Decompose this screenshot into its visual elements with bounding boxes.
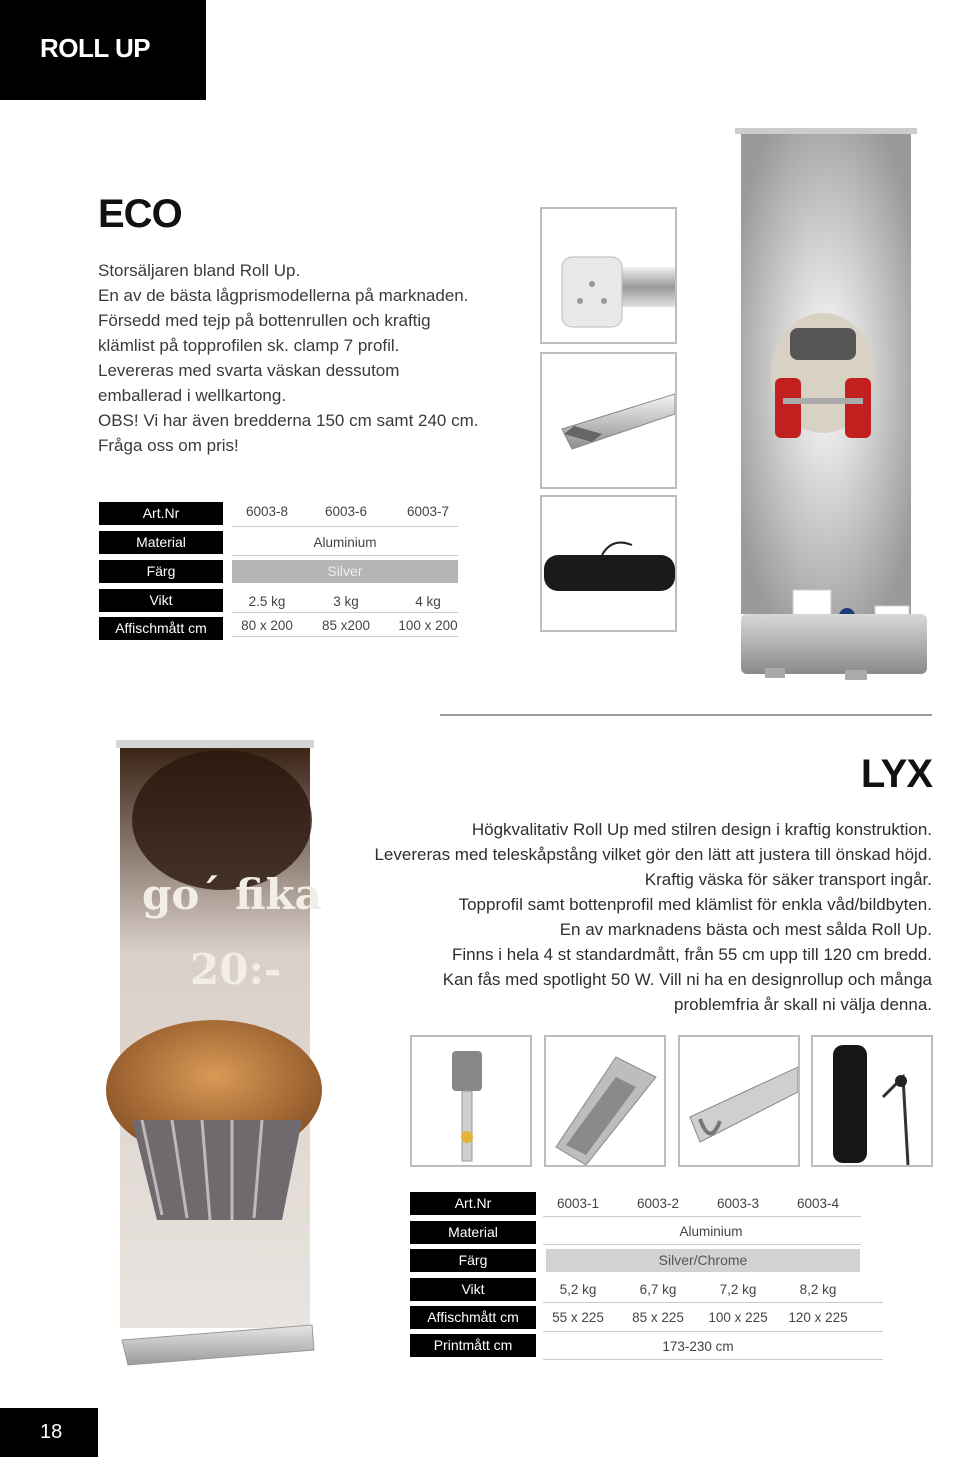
lyx-desc-line: problemfria år skall ni välja denna. (674, 995, 932, 1014)
lyx-desc-line: Högkvalitativ Roll Up med stilren design i kraftig konstruktion. (471, 820, 932, 839)
eco-affisch-cell: 85 x200 (321, 618, 371, 633)
eco-desc-line: Storsäljaren bland Roll Up. (98, 261, 301, 280)
eco-rollup-image (735, 128, 927, 688)
section-divider (440, 714, 932, 716)
eco-description (98, 258, 518, 458)
lyx-desc-line: Topprofil samt bottenprofil med klämlist för enkla våd/bildbyten. (458, 895, 932, 914)
lyx-desc-line: Kan fås med spotlight 50 W. Vill ni ha en designrollup och många (442, 970, 932, 989)
eco-vikt-cell: 3 kg (333, 594, 359, 609)
lyx-affisch-cell: 85 x 225 (632, 1310, 684, 1325)
lyx-label-material: Material (410, 1221, 536, 1244)
lyx-affisch-cell: 55 x 225 (552, 1310, 604, 1325)
lyx-label-artnr: Art.Nr (410, 1192, 536, 1215)
row-divider (543, 1331, 883, 1332)
eco-label-affisch: Affischmått cm (99, 617, 223, 640)
eco-desc-line: klämlist på topprofilen sk. clamp 7 profil. (98, 336, 400, 355)
row-divider (232, 612, 458, 613)
lyx-bottom-profile-photo (678, 1035, 800, 1167)
eco-desc-line: OBS! Vi har även bredderna 150 cm samt 240 cm. (98, 411, 479, 430)
lyx-bag-photo (811, 1035, 933, 1167)
section-title: ROLL UP (40, 33, 151, 63)
eco-vikt-cell: 4 kg (415, 594, 441, 609)
eco-title: ECO (98, 192, 182, 236)
row-divider (232, 526, 458, 527)
lyx-vikt-cell: 5,2 kg (559, 1282, 597, 1297)
lyx-title: LYX (860, 752, 932, 796)
section-header (0, 0, 206, 100)
lyx-material-cell: Aluminium (679, 1224, 743, 1239)
eco-label-farg: Färg (99, 560, 223, 583)
lyx-desc-line: Finns i hela 4 st standardmått, från 55 cm upp till 120 cm bredd. (451, 945, 932, 964)
lyx-print-cell: 173-230 cm (662, 1339, 734, 1354)
eco-desc-line: Fråga oss om pris! (98, 436, 239, 455)
eco-farg-cell: Silver (232, 560, 458, 583)
eco-base-photo (540, 207, 677, 344)
lyx-artnr-cell: 6003-1 (556, 1196, 600, 1211)
eco-desc-line: En av de bästa lågprismodellerna på marknaden. (98, 286, 469, 305)
lyx-artnr-cell: 6003-2 (636, 1196, 680, 1211)
banner-price: 20:- (190, 945, 282, 994)
lyx-vikt-cell: 8,2 kg (799, 1282, 837, 1297)
page-number-tab (0, 1408, 98, 1457)
eco-artnr-cell: 6003-6 (324, 504, 368, 519)
row-divider (232, 636, 458, 637)
eco-label-vikt: Vikt (99, 589, 223, 612)
lyx-farg-cell: Silver/Chrome (546, 1249, 860, 1272)
eco-label-artnr: Art.Nr (99, 502, 223, 525)
lyx-artnr-cell: 6003-3 (716, 1196, 760, 1211)
page-number: 18 (40, 1421, 63, 1443)
lyx-label-farg: Färg (410, 1249, 536, 1272)
eco-profile-photo (540, 352, 677, 489)
lyx-vikt-cell: 6,7 kg (639, 1282, 677, 1297)
eco-affisch-cell: 80 x 200 (241, 618, 293, 633)
row-divider (543, 1244, 861, 1245)
lyx-affisch-cell: 120 x 225 (788, 1310, 848, 1325)
lyx-desc-line: Levereras med teleskåpstång vilket gör den lätt att justera till önskad höjd. (374, 845, 932, 864)
lyx-description (332, 817, 932, 1017)
eco-affisch-cell: 100 x 200 (398, 618, 458, 633)
lyx-telescope-photo (410, 1035, 532, 1167)
eco-bag-photo (540, 495, 677, 632)
eco-desc-line: Levereras med svarta väskan dessutom (98, 361, 400, 380)
lyx-desc-line: Kraftig väska för säker transport ingår. (644, 870, 932, 889)
lyx-artnr-cell: 6003-4 (796, 1196, 840, 1211)
lyx-label-vikt: Vikt (410, 1278, 536, 1301)
lyx-label-print: Printmått cm (410, 1334, 536, 1357)
lyx-affisch-cell: 100 x 225 (708, 1310, 768, 1325)
lyx-top-profile-photo (544, 1035, 666, 1167)
lyx-vikt-cell: 7,2 kg (719, 1282, 757, 1297)
eco-vikt-cell: 2.5 kg (248, 594, 286, 609)
lyx-label-affisch: Affischmått cm (410, 1306, 536, 1329)
eco-material-cell: Aluminium (313, 535, 377, 550)
eco-artnr-cell: 6003-8 (245, 504, 289, 519)
eco-label-material: Material (99, 531, 223, 554)
eco-desc-line: emballerad i wellkartong. (98, 386, 287, 405)
row-divider (543, 1216, 861, 1217)
lyx-desc-line: En av marknadens bästa och mest sålda Roll Up. (559, 920, 932, 939)
row-divider (543, 1359, 883, 1360)
lyx-rollup-image (102, 740, 327, 1380)
banner-headline: go´ fika (142, 870, 322, 919)
row-divider (232, 555, 458, 556)
eco-artnr-cell: 6003-7 (406, 504, 450, 519)
row-divider (543, 1302, 883, 1303)
eco-desc-line: Försedd med tejp på bottenrullen och kraftig (98, 311, 431, 330)
